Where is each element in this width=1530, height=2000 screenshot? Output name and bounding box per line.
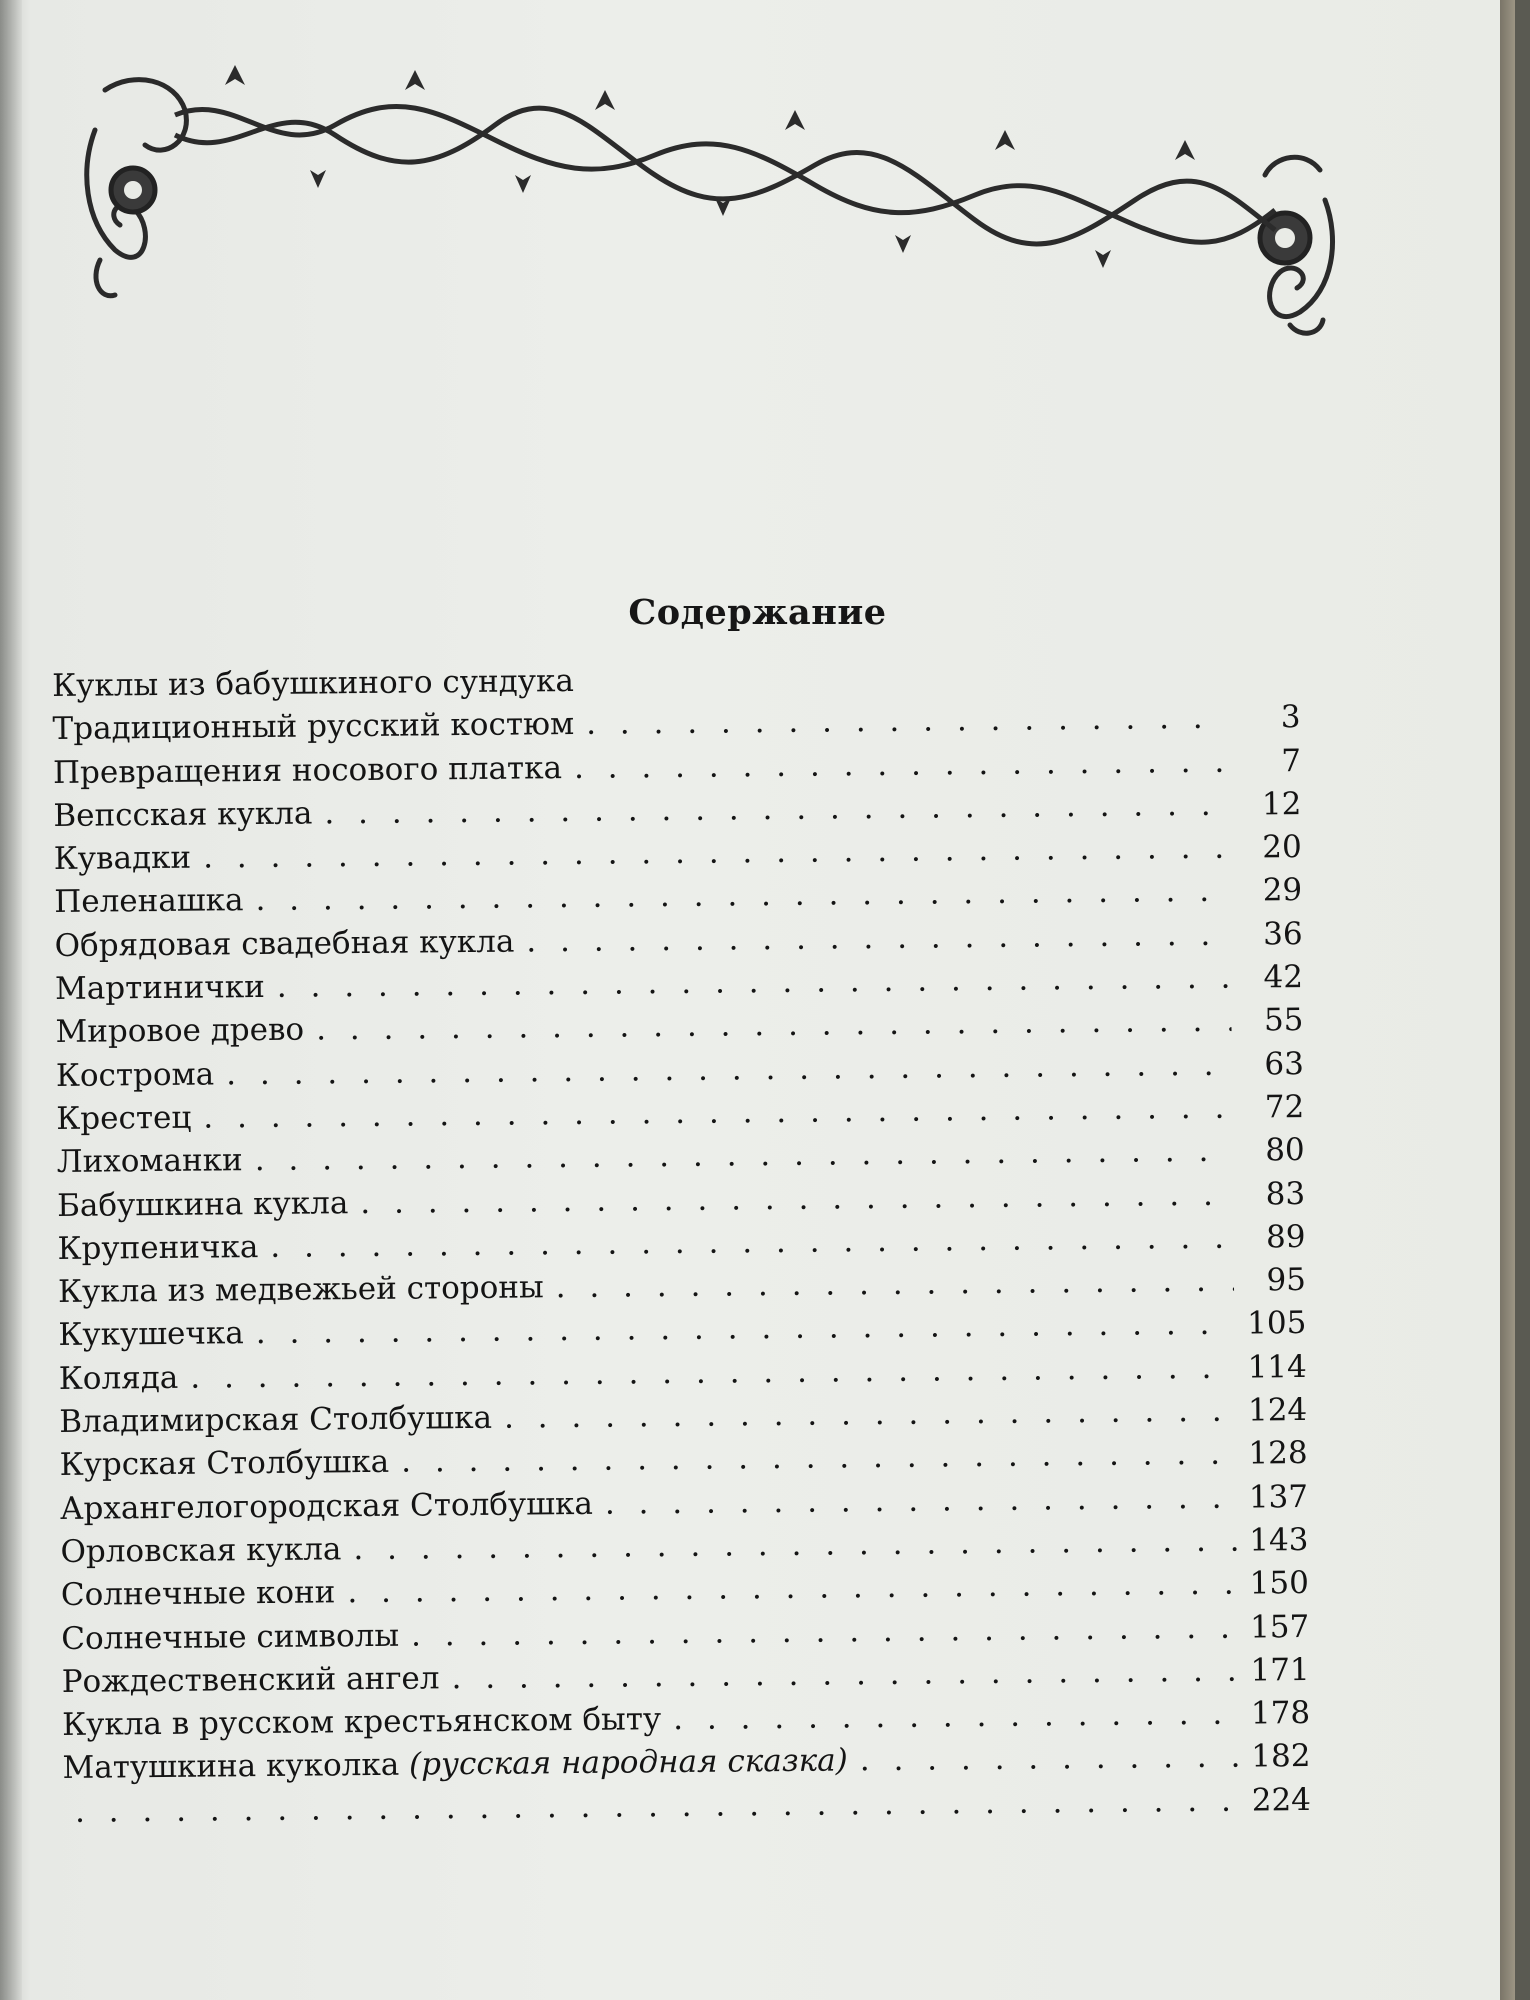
toc-page-number: 143: [1249, 1521, 1309, 1559]
toc-entry-title: [54, 883, 244, 921]
toc-entry-title-text: Рождественский ангел: [61, 1660, 440, 1700]
toc-page-number: 83: [1265, 1175, 1306, 1212]
toc-dot-leader: [555, 1263, 1234, 1306]
toc-dot-leader: [316, 1003, 1232, 1048]
book-spine-shadow: [0, 0, 22, 2000]
toc-entry-title-text: Пеленашка: [54, 882, 244, 921]
toc-page-number: 157: [1249, 1608, 1310, 1646]
toc-entry-title: [54, 840, 192, 877]
toc-entry-title-text: Превращения носового платка: [52, 749, 563, 791]
toc-entry-title-text: Лихоманки: [56, 1142, 243, 1181]
toc-entry-title-text: Архангелогородская Столбушка: [59, 1485, 594, 1527]
toc-entry-title-text: Бабушкина кукла: [56, 1184, 349, 1224]
toc-page-number: 95: [1266, 1262, 1307, 1299]
toc-entry-title: [62, 1743, 848, 1787]
toc-dot-leader: [347, 1566, 1237, 1611]
toc-page-number: 89: [1265, 1218, 1306, 1256]
toc-entry-title-text: Кострома: [55, 1056, 215, 1094]
toc-entry-note: (русская народная сказка): [408, 1742, 848, 1784]
toc-entry-title: [52, 706, 574, 747]
toc-entry-title-text: Традиционный русский костюм: [52, 706, 575, 748]
toc-page-number: 171: [1250, 1651, 1310, 1689]
toc-dot-leader: [605, 1479, 1236, 1521]
toc-page-number: 80: [1265, 1132, 1305, 1169]
toc-entry-title-text: Кукушечка: [58, 1315, 244, 1354]
toc-page-number: 20: [1262, 829, 1302, 866]
cover-edge: [1500, 0, 1515, 2000]
toc-entry-title: [57, 1142, 243, 1180]
toc-dot-leader: [673, 1696, 1238, 1737]
toc-entry-title-text: Крупеничка: [57, 1228, 259, 1267]
toc-dot-leader: [504, 1393, 1236, 1436]
toc-entry-title-text: Кувадки: [53, 839, 192, 878]
toc-entry-title-text: Солнечные кони: [60, 1574, 336, 1614]
toc-entry-title-text: Куклы из бабушкиного сундука: [52, 662, 575, 704]
toc-page-number: 114: [1247, 1348, 1307, 1386]
toc-entry-title: [58, 1269, 544, 1310]
toc-entry-title: [55, 969, 265, 1007]
toc-entry-title-text: Коляда: [58, 1359, 179, 1397]
toc-entry-title-text: Владимирская Столбушка: [59, 1399, 493, 1441]
toc-page-number: 7: [1281, 742, 1302, 779]
toc-page-number: 124: [1247, 1392, 1308, 1429]
toc-entry-title-text: Солнечные символы: [61, 1617, 400, 1657]
toc-entry-title-text: Кукла из медвежьей стороны: [57, 1269, 544, 1311]
toc-entry-title-text: Вепсская кукла: [53, 795, 313, 834]
toc-entry-title-text: Мартинички: [54, 969, 265, 1008]
toc-entry-title: [57, 1229, 258, 1267]
toc-entry-title: [53, 750, 562, 791]
toc-page-number: 55: [1263, 1002, 1304, 1039]
toc-entry-title: [58, 1316, 244, 1354]
toc-page-number: 178: [1250, 1695, 1311, 1732]
toc-dot-leader: [526, 916, 1231, 959]
toc-page-number: 12: [1261, 785, 1302, 823]
toc-entry-title: [53, 795, 312, 833]
toc-entry-title-text: Матушкина куколка: [62, 1747, 400, 1787]
toc-dot-leader: [360, 1176, 1233, 1220]
toc-entry-title-text: Крестец: [56, 1099, 192, 1137]
toc-dot-leader: [401, 1436, 1236, 1480]
toc-entry-title: [52, 663, 574, 704]
toc-entry-title-text: Курская Столбушка: [59, 1444, 390, 1484]
toc-dot-leader: [586, 700, 1229, 742]
toc-dot-leader: [574, 743, 1229, 785]
toc-dot-leader: [451, 1652, 1238, 1696]
toc-entry-title: [55, 1012, 304, 1050]
toc-entry-title: [61, 1575, 336, 1614]
table-of-contents: [52, 656, 1311, 1837]
toc-page-number: 137: [1248, 1478, 1309, 1516]
toc-entry-title: [61, 1617, 399, 1656]
toc-page-number: 150: [1249, 1565, 1310, 1602]
toc-entry-title: [59, 1360, 179, 1397]
toc-entry-title: [60, 1531, 341, 1570]
toc-page-number: 36: [1262, 915, 1303, 953]
toc-entry-title: [56, 1100, 191, 1137]
toc-page-number: 224: [1251, 1781, 1312, 1819]
toc-page-number: 63: [1264, 1045, 1305, 1083]
toc-page-number: 182: [1251, 1738, 1311, 1775]
toc-entry-title: [60, 1485, 593, 1526]
toc-entry-title: [59, 1444, 389, 1483]
toc-page-number: 105: [1247, 1305, 1307, 1343]
toc-entry-title: [56, 1056, 215, 1094]
toc-entry-title: [59, 1400, 492, 1440]
toc-entry-title: [54, 923, 514, 963]
toc-page-number: 72: [1264, 1088, 1305, 1126]
toc-dot-leader: [324, 787, 1229, 832]
toc-entry-title-text: Кукла в русском крестьянском быту: [61, 1701, 662, 1744]
toc-entry-title: [62, 1701, 661, 1743]
toc-page-number: 128: [1248, 1435, 1308, 1472]
page-title: Содержание: [628, 592, 887, 633]
toc-page-number: 29: [1262, 872, 1303, 909]
toc-entry-title-text: Мировое древо: [55, 1011, 305, 1051]
toc-page-number: 3: [1280, 699, 1301, 736]
toc-entry-title: [62, 1660, 440, 1700]
toc-entry-title: [57, 1185, 349, 1224]
toc-entry-title-text: Орловская кукла: [60, 1531, 342, 1570]
toc-dot-leader: [353, 1523, 1236, 1567]
toc-dot-leader: [860, 1739, 1239, 1779]
toc-page-number: 42: [1263, 959, 1304, 996]
toc-dot-leader: [411, 1609, 1238, 1653]
toc-entry-title-text: Обрядовая свадебная кукла: [54, 923, 515, 964]
vine-scroll-ornament-icon: [75, 50, 1345, 340]
